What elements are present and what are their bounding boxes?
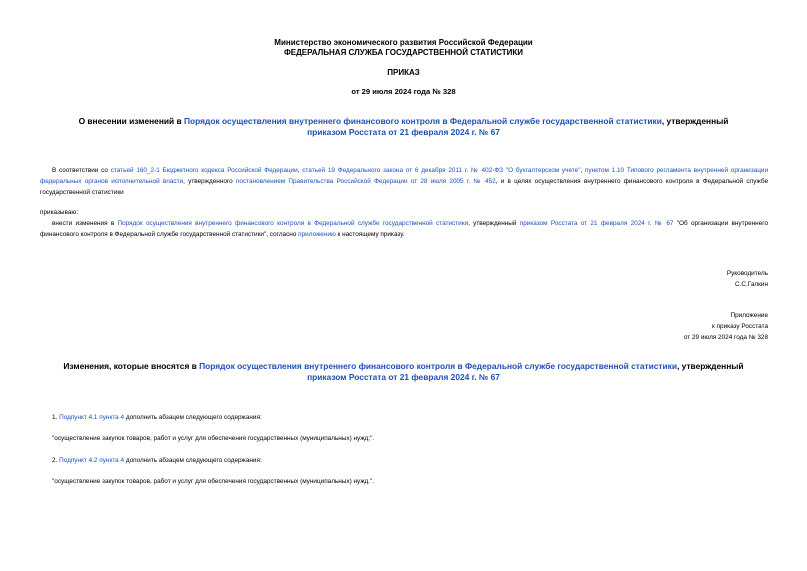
changes-procedure-link[interactable]: Порядок осуществления внутреннего финансового контроля в Федеральной службе государственной статистики bbox=[199, 361, 678, 371]
order-title bbox=[0, 116, 807, 138]
order-procedure-link[interactable]: Порядок осуществления внутреннего финансового контроля в Федеральной службе государственной статистики bbox=[117, 220, 469, 227]
federal-law-link[interactable]: статьей 19 Федерального закона от 6 декабря 2011 г. № 402-ФЗ "О бухгалтерском учете" bbox=[302, 167, 581, 174]
change-item-2-quote: "осуществление закупок товаров, работ и услуг для обеспечения государственных (муниципальных) нужд.". bbox=[52, 478, 375, 485]
signature-role: Руководитель bbox=[726, 270, 768, 277]
procedure-link[interactable]: Порядок осуществления внутреннего финансового контроля в Федеральной службе государственной статистики bbox=[184, 116, 662, 126]
item-1-subpoint-link[interactable]: Подпункт 4.1 пункта 4 bbox=[59, 414, 125, 421]
changes-title-middle: , утвержденный bbox=[677, 361, 744, 371]
doc-type: ПРИКАЗ bbox=[387, 68, 420, 77]
item-2-number: 2. bbox=[52, 457, 60, 464]
signature-block bbox=[727, 268, 768, 290]
signature-name: С.С.Галкин bbox=[734, 281, 768, 288]
preamble-paragraph bbox=[40, 165, 768, 198]
item-1-number: 1. bbox=[52, 414, 60, 421]
service-name: ФЕДЕРАЛЬНАЯ СЛУЖБА ГОСУДАРСТВЕННОЙ СТАТИСТИКИ bbox=[283, 48, 524, 57]
item-1-text: дополнить абзацем следующего содержания: bbox=[124, 414, 262, 421]
changes-rosstat-link[interactable]: приказом Росстата от 21 февраля 2024 г. № 67 bbox=[307, 372, 500, 382]
government-decree-link[interactable]: постановлением Правительства Российской Федерации от 28 июля 2005 г. № 452 bbox=[235, 178, 496, 185]
preamble-text-4: , утвержденного bbox=[183, 178, 236, 185]
regulation-link[interactable]: пунктом 1.10 Типового регламента внутренней организации федеральных органов исполнительной власти bbox=[40, 167, 769, 185]
appendix-reference bbox=[684, 310, 768, 343]
order-date: от 29 июля 2024 года № 328 bbox=[351, 87, 456, 96]
budget-code-link[interactable]: статьей 160_2-1 Бюджетного кодекса Российской Федерации bbox=[110, 167, 298, 174]
ministry-name: Министерство экономического развития Российской Федерации bbox=[274, 38, 533, 47]
order-text-4: к настоящему приказу. bbox=[335, 231, 405, 238]
order-text-3: "Об организации внутреннего финансового контроля в Федеральной службе государственной статистики", согласно bbox=[40, 220, 769, 238]
change-item-2 bbox=[52, 455, 780, 466]
change-item-1-quote: "осуществление закупок товаров, работ и услуг для обеспечения государственных (муниципальных) нужд;". bbox=[52, 435, 375, 442]
order-paragraph bbox=[40, 218, 768, 240]
appendix-line-3: от 29 июля 2024 года № 328 bbox=[683, 334, 768, 341]
preamble-text-2: , bbox=[297, 167, 303, 174]
changes-title bbox=[0, 361, 807, 383]
preamble-text-5: , и в целях осуществления внутреннего финансового контроля в Федеральной службе государственной статистики bbox=[40, 178, 769, 196]
order-rosstat-link[interactable]: приказом Росстата от 21 февраля 2024 г. № 67 bbox=[519, 220, 674, 227]
item-2-subpoint-link[interactable]: Подпункт 4.2 пункта 4 bbox=[59, 457, 125, 464]
order-text-1: внести изменения в bbox=[52, 220, 118, 227]
order-text-2: , утвержденный bbox=[468, 220, 520, 227]
preamble-text-3: , bbox=[580, 167, 586, 174]
appendix-line-2: к приказу Росстата bbox=[711, 323, 768, 330]
title-middle: , утвержденный bbox=[661, 116, 729, 126]
appendix-line-1: Приложение bbox=[730, 312, 768, 319]
preamble-text-1: В соответствии со bbox=[52, 167, 111, 174]
rosstat-order-link[interactable]: приказом Росстата от 21 февраля 2024 г. № 67 bbox=[307, 127, 500, 137]
title-prefix: О внесении изменений в bbox=[78, 116, 184, 126]
appendix-link[interactable]: приложению bbox=[298, 231, 336, 238]
changes-title-prefix: Изменения, которые вносятся в bbox=[63, 361, 200, 371]
order-label: приказываю: bbox=[40, 209, 78, 216]
change-item-1 bbox=[52, 412, 780, 423]
item-2-text: дополнить абзацем следующего содержания: bbox=[124, 457, 262, 464]
